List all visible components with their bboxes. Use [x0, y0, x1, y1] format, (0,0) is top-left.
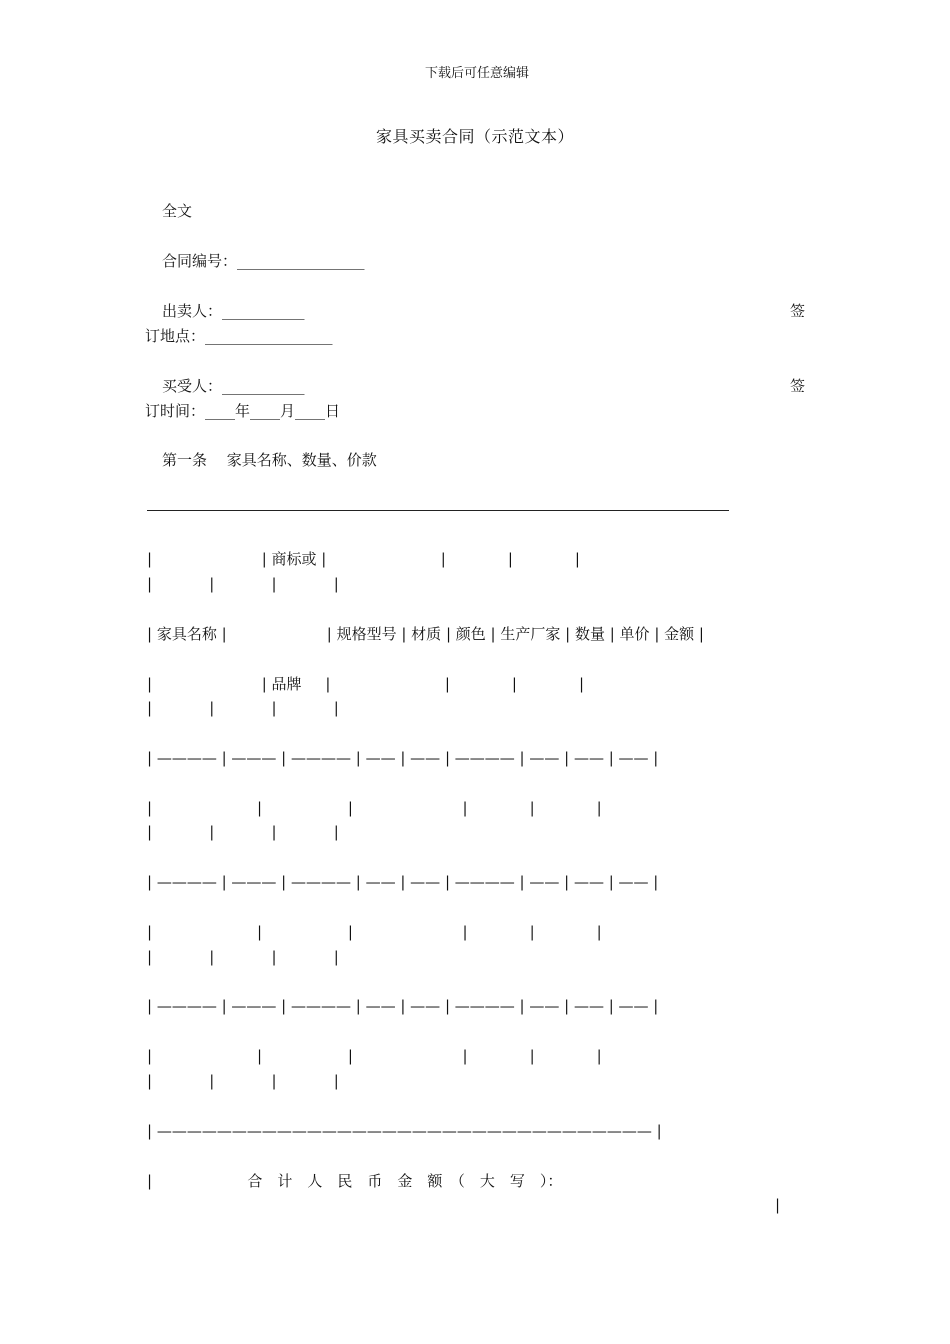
table-row-3a: | | 品牌 | | | |: [147, 675, 584, 693]
table-blank-row-1a: | | | | | |: [147, 799, 602, 817]
table-blank-row-3a: | | | | | |: [147, 1047, 602, 1065]
table-blank-row-1b: | | | |: [147, 823, 339, 841]
table-separator-1: | ———— | ——— | ———— | —— | —— | ———— | —— | —— | —— |: [147, 749, 659, 767]
sign-place-field: 订地点：_________________: [145, 327, 333, 345]
table-row-1a: | | 商标或 | | | |: [147, 550, 580, 568]
document-title: 家具买卖合同（示范文本）: [376, 127, 575, 146]
header-note: 下载后可任意编辑: [425, 66, 530, 81]
table-blank-row-3b: | | | |: [147, 1072, 339, 1090]
seller-field: 出卖人：___________: [162, 302, 305, 320]
table-separator-2: | ———— | ——— | ———— | —— | —— | ———— | —— | —— | —— |: [147, 873, 659, 891]
table-blank-row-2a: | | | | | |: [147, 923, 602, 941]
sign-place-label-start: 签: [790, 302, 806, 320]
table-row-3b: | | | |: [147, 699, 339, 717]
table-bottom-rule: | ————————————————————————————————— |: [147, 1122, 662, 1140]
section-label: 全文: [162, 202, 193, 220]
buyer-field: 买受人：___________: [162, 377, 305, 395]
table-header-row: | 家具名称 | | 规格型号 | 材质 | 颜色 | 生产厂家 | 数量 | 单价 | 金额 |: [147, 625, 704, 643]
contract-number-field: 合同编号：_________________: [162, 252, 365, 270]
table-row-1b: | | | |: [147, 575, 339, 593]
table-separator-3: | ———— | ——— | ———— | —— | —— | ———— | —— | —— | —— |: [147, 997, 659, 1015]
sign-time-field: 订时间：____年____月____日: [145, 402, 341, 420]
table-top-rule: [147, 510, 729, 511]
table-total-row: | 合 计 人 民 币 金 额 （ 大 写 ）：: [147, 1172, 563, 1190]
article-1-heading: 第一条 家具名称、数量、价款: [162, 451, 377, 469]
sign-time-label-start: 签: [790, 377, 806, 395]
table-total-row-end: |: [775, 1196, 781, 1214]
table-blank-row-2b: | | | |: [147, 948, 339, 966]
